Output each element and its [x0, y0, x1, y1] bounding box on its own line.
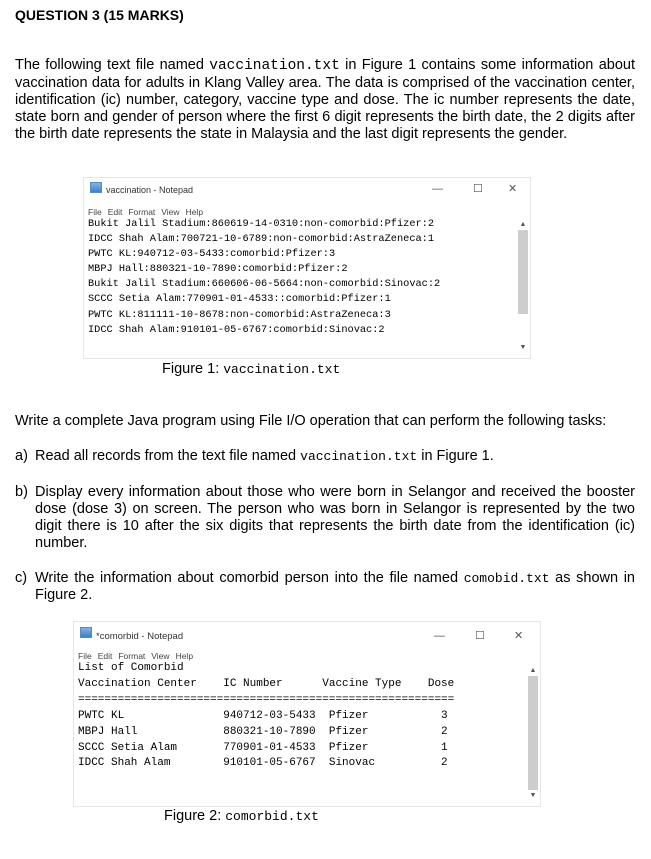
text-line: IDCC Shah Alam:910101-05-6767:comorbid:Sinovac:2	[88, 323, 385, 336]
text-line: PWTC KL:811111-10-8678:non-comorbid:AstraZeneca:3	[88, 308, 391, 321]
task-a-text-2: in Figure 1.	[417, 448, 494, 464]
task-c	[15, 570, 635, 604]
intro-filename: vaccination.txt	[209, 58, 340, 74]
text-line: PWTC KL:940712-03-5433:comorbid:Pfizer:3	[88, 248, 336, 261]
intro-text-1: The following text file named	[15, 57, 210, 73]
task-text: Display every information about those who were born in Selangor and received the booster dose (dose 3) on screen. The person who was born in Selangor is represented by the two digit there is 10 after the six digits that represents the birth date from the identification (ic) number.	[35, 484, 635, 551]
close-icon[interactable]: ✕	[514, 630, 524, 642]
window-title: vaccination - Notepad	[106, 185, 194, 195]
minimize-icon[interactable]: —	[434, 630, 445, 642]
scroll-thumb[interactable]	[518, 230, 528, 314]
notepad-icon	[90, 182, 102, 193]
title-bar	[74, 622, 540, 642]
task-label: c)	[15, 570, 28, 586]
minimize-icon[interactable]: —	[432, 183, 443, 195]
menu-view[interactable]: View	[151, 651, 170, 661]
menu-file[interactable]: File	[88, 207, 102, 217]
text-line: IDCC Shah Alam:700721-10-6789:non-comorbid:AstraZeneca:1	[88, 233, 435, 246]
caption-prefix: Figure 2:	[164, 808, 226, 824]
menu-format[interactable]: Format	[118, 651, 146, 661]
menu-help[interactable]: Help	[185, 207, 204, 217]
text-line: PWTC KL 940712-03-5433 Pfizer 3	[78, 709, 448, 722]
task-a	[15, 448, 635, 465]
text-line: SCCC Setia Alam:770901-01-4533::comorbid:Pfizer:1	[88, 293, 391, 306]
intro-text-2: in Figure 1 contains some information about vaccination data for adults in Klang Valley area. The data is comprised of the vaccination center, identification (ic) number, category, vaccine type and dose. The ic number represents the date, state born and gender of person where the first 6 digit represents the birth date, the 2 digits after the birth date represents the state in Malaysia and the last digit represents the gender.	[15, 57, 635, 142]
menu-format[interactable]: Format	[128, 207, 156, 217]
menu-view[interactable]: View	[161, 207, 180, 217]
menu-file[interactable]: File	[78, 651, 92, 661]
notepad-window-comorbid	[73, 621, 541, 807]
task-c-filename: comobid.txt	[463, 571, 550, 586]
task-c-text-1: Write the information about comorbid person into the file named	[35, 570, 464, 586]
text-line: =========================================================	[78, 693, 455, 706]
vertical-scrollbar[interactable]	[518, 216, 528, 356]
caption-filename: vaccination.txt	[223, 362, 341, 377]
maximize-icon[interactable]: ☐	[473, 183, 483, 195]
close-icon[interactable]: ✕	[508, 183, 518, 195]
text-line: IDCC Shah Alam 910101-05-6767 Sinovac 2	[78, 757, 448, 770]
task-label: b)	[15, 484, 28, 500]
text-line: MBPJ Hall:880321-10-7890:comorbid:Pfizer:2	[88, 263, 348, 276]
window-title: *comorbid - Notepad	[96, 631, 184, 642]
text-line: Bukit Jalil Stadium:860619-14-0310:non-comorbid:Pfizer:2	[88, 218, 435, 230]
task-a-text-1: Read all records from the text file named	[35, 448, 301, 464]
scroll-down-icon[interactable]: ▼	[529, 792, 537, 799]
task-b	[15, 484, 635, 552]
notepad-icon	[80, 627, 92, 638]
text-area[interactable]	[88, 217, 440, 338]
task-label: a)	[15, 448, 28, 464]
task-text	[35, 570, 635, 604]
text-line: MBPJ Hall 880321-10-7890 Pfizer 2	[78, 725, 448, 738]
scroll-thumb[interactable]	[528, 676, 538, 790]
maximize-icon[interactable]: ☐	[475, 630, 485, 642]
question-title: QUESTION 3 (15 MARKS)	[15, 7, 184, 23]
notepad-window-vaccination	[83, 177, 531, 359]
vertical-scrollbar[interactable]	[528, 662, 538, 804]
menu-edit[interactable]: Edit	[107, 207, 123, 217]
caption-filename: comorbid.txt	[225, 809, 319, 824]
scroll-up-icon[interactable]: ▲	[529, 667, 537, 674]
text-line: List of Comorbid	[78, 662, 184, 674]
text-line: SCCC Setia Alam 770901-01-4533 Pfizer 1	[78, 741, 448, 754]
menu-edit[interactable]: Edit	[97, 651, 113, 661]
task-intro: Write a complete Java program using File I/O operation that can perform the following tasks:	[15, 413, 607, 429]
caption-prefix: Figure 1:	[162, 361, 224, 377]
title-bar	[84, 178, 530, 198]
task-c-text-2: as shown in Figure 2.	[35, 570, 635, 603]
menu-help[interactable]: Help	[175, 651, 194, 661]
figure-1-caption	[162, 361, 340, 378]
scroll-down-icon[interactable]: ▼	[519, 344, 527, 351]
intro-paragraph	[15, 57, 635, 143]
task-text	[35, 448, 635, 465]
text-line: Bukit Jalil Stadium:660606-06-5664:non-comorbid:Sinovac:2	[88, 278, 441, 291]
text-line: Vaccination Center IC Number Vaccine Type Dose	[78, 677, 455, 690]
task-a-filename: vaccination.txt	[300, 449, 418, 464]
scroll-up-icon[interactable]: ▲	[519, 221, 527, 228]
figure-2-caption	[164, 808, 319, 825]
text-area[interactable]	[78, 661, 454, 772]
